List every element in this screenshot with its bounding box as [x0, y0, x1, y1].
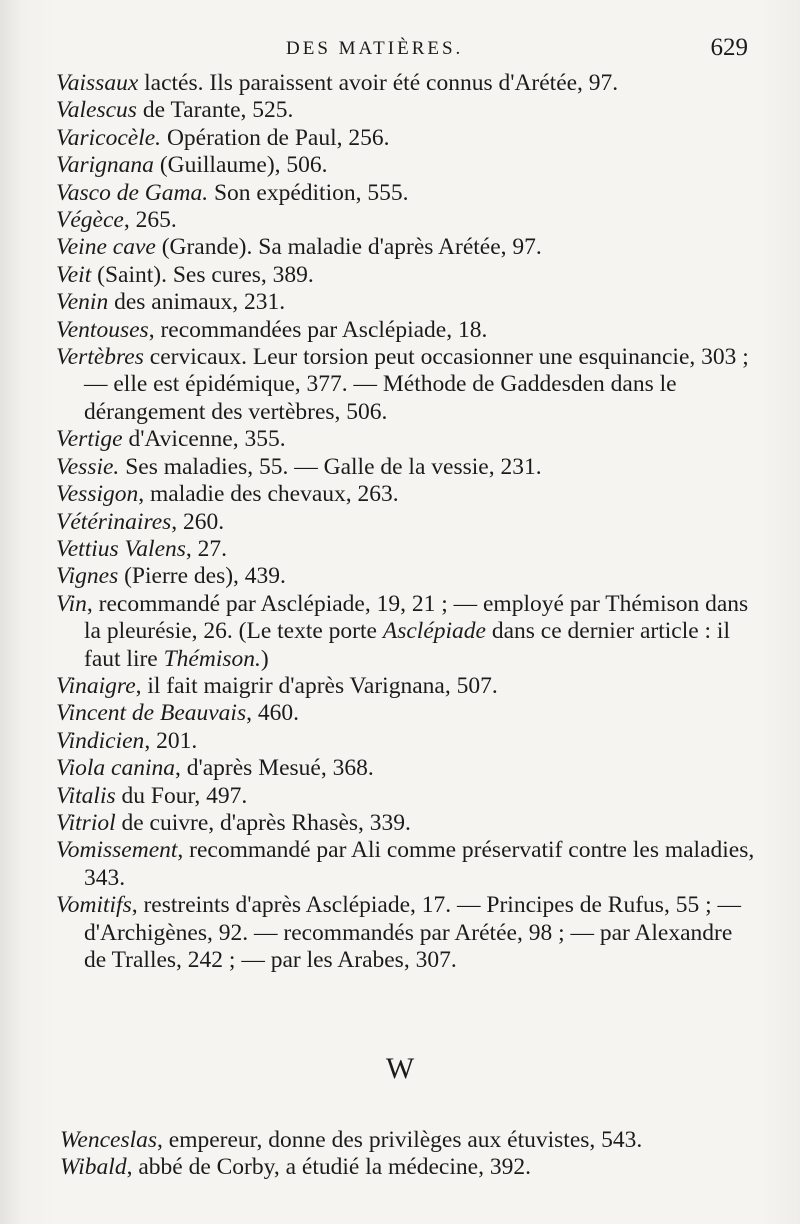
index-term: Vétérinaires	[56, 508, 172, 535]
index-text: lactés. Ils paraissent avoir été connus d'Arétée, 97.	[138, 70, 619, 96]
index-text: , abbé de Corby, a étudié la médecine, 392.	[126, 1154, 531, 1181]
index-text: , recommandé par Ali comme préservatif contre les maladies, 343.	[84, 837, 755, 891]
index-text: , recommandé par Asclépiade, 19, 21 ; — employé par Thémison dans la pleurésie, 26. (Le texte porte	[84, 590, 749, 645]
index-entry	[56, 317, 756, 344]
index-text: de Tarante, 525.	[136, 97, 294, 124]
index-term: Ventouses	[56, 316, 149, 343]
index-text: , maladie des chevaux, 263.	[138, 481, 399, 508]
index-text: (Guillaume), 506.	[153, 152, 328, 179]
index-term: Vin	[56, 590, 87, 617]
index-text: , d'après Mesué, 368.	[175, 755, 374, 782]
index-entries-w	[60, 1127, 760, 1182]
index-text: Opération de Paul, 256.	[161, 124, 390, 151]
index-term: Vinaigre	[56, 672, 136, 699]
index-entry	[60, 1154, 760, 1181]
section-letter-heading: W	[385, 1052, 415, 1085]
index-entry	[56, 700, 756, 727]
index-entry	[56, 180, 756, 207]
index-entry	[56, 591, 756, 673]
index-entry	[56, 70, 756, 97]
index-term: Venin	[56, 289, 109, 316]
index-entry	[56, 289, 756, 316]
index-entry	[56, 783, 756, 810]
italic-text: Asclépiade	[382, 618, 486, 645]
index-term: Vessigon	[56, 481, 139, 508]
index-term: Wibald	[60, 1154, 127, 1181]
index-term: Varicocèle.	[56, 124, 162, 151]
index-entry	[56, 97, 756, 124]
index-term: Vasco de Gama.	[56, 179, 209, 206]
index-entry	[56, 563, 756, 590]
index-term: Wenceslas	[60, 1127, 158, 1153]
running-head-title: DES MATIÈRES.	[286, 38, 464, 59]
index-entry	[56, 481, 756, 508]
index-term: Vomissement	[56, 837, 178, 864]
index-term: Vignes	[56, 563, 119, 590]
index-term: Végèce	[56, 207, 124, 234]
index-entry	[56, 536, 756, 563]
index-entry	[56, 755, 756, 782]
index-entry	[56, 125, 756, 152]
index-text: Son expédition, 555.	[208, 179, 409, 206]
index-entry	[56, 152, 756, 179]
index-text: Ses maladies, 55. — Galle de la vessie, 231.	[119, 453, 542, 480]
index-text: , 460.	[246, 700, 299, 727]
index-text: , 260.	[171, 508, 225, 535]
index-term: Vitriol	[56, 809, 116, 836]
index-term: Vertige	[56, 426, 123, 453]
index-text: , restreints d'après Asclépiade, 17. — Principes de Rufus, 55 ; — d'Archigènes, 92. — recommandés par Arétée, 98 ; — par Alexandre de Tralles, 242 ; — par les Arabes, 307.	[84, 892, 741, 973]
index-entry	[56, 207, 756, 234]
index-text: d'Avicenne, 355.	[122, 426, 286, 453]
index-term: Vertèbres	[56, 344, 144, 371]
index-text: , empereur, donne des privilèges aux étuvistes, 543.	[157, 1127, 643, 1153]
index-text: , 265.	[123, 207, 177, 234]
index-term: Vincent de Beauvais	[56, 700, 247, 727]
index-entry	[56, 837, 756, 892]
index-text: (Saint). Ses cures, 389.	[91, 261, 314, 288]
index-term: Vitalis	[56, 782, 116, 809]
index-entry	[56, 509, 756, 536]
index-term: Vessie.	[56, 453, 120, 480]
index-entry	[56, 262, 756, 289]
index-term: Viola canina	[56, 755, 176, 782]
index-text: des animaux, 231.	[108, 289, 286, 316]
index-text: , recommandées par Asclépiade, 18.	[148, 316, 488, 343]
page-number: 629	[710, 34, 748, 61]
index-text: , 201.	[144, 727, 198, 754]
index-text: du Four, 497.	[115, 782, 248, 809]
index-term: Varignana	[56, 152, 154, 179]
index-term: Veit	[56, 261, 92, 288]
index-entry	[56, 234, 756, 261]
index-text: dans ce dernier article : il faut lire	[84, 618, 730, 672]
index-text: cervicaux. Leur torsion peut occasionner une esquinancie, 303 ; — elle est épidémique, 377. — Méthode de Gaddesden dans le dérangement des vertèbres, 506.	[84, 344, 749, 425]
index-text: )	[260, 645, 269, 672]
index-text: (Pierre des), 439.	[118, 563, 286, 590]
italic-text: Thémison.	[163, 645, 261, 672]
index-entry	[56, 426, 756, 453]
index-term: Veine cave	[56, 234, 156, 261]
index-term: Vettius Valens	[56, 535, 186, 562]
index-entry	[56, 344, 756, 426]
index-text: , 27.	[185, 535, 228, 562]
index-text: , il fait maigrir d'après Varignana, 507.	[135, 672, 498, 699]
index-text: (Grande). Sa maladie d'après Arétée, 97.	[155, 234, 542, 261]
index-entry	[60, 1127, 760, 1154]
index-entry	[56, 454, 756, 481]
index-term: Vaissaux	[56, 70, 139, 96]
index-entry	[56, 728, 756, 755]
index-entry	[56, 673, 756, 700]
index-term: Valescus	[56, 97, 137, 124]
index-entry	[56, 810, 756, 837]
index-entry	[56, 892, 756, 974]
index-text: de cuivre, d'après Rhasès, 339.	[115, 809, 411, 836]
running-head	[0, 34, 800, 68]
index-entries-v	[56, 70, 756, 974]
index-term: Vindicien	[56, 727, 145, 754]
index-term: Vomitifs	[56, 892, 132, 919]
